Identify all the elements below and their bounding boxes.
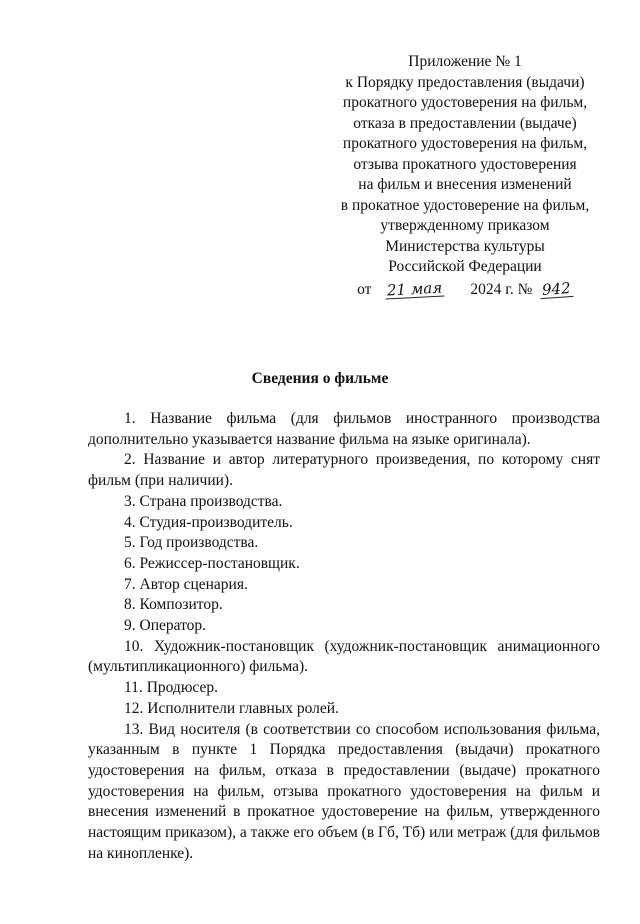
item-number: 9. [124,617,136,635]
appendix-line: отказа в предоставлении (выдаче) [353,114,577,132]
item-text: Вид носителя (в соответствии со способом использования фильма, указанным в пункте 1 Порядка предоставления (выдачи) прокатного удостоверения на фильм, отказа в предоставлении (выдаче) прокатного удостоверения на фильм, отзыва прокатного удостоверения на фильм и внесения изменений в прокатное удостоверение на фильм, утвержденного настоящим приказом), а также его объем (в Гб, Тб) или метраж (для фильмов на кинопленке). [88,720,601,862]
list-item [88,575,600,596]
list-item [88,699,600,720]
item-text: Название и автор литературного произведения, по которому снят фильм (при наличии). [88,451,600,490]
list-item [88,533,600,554]
appendix-header [300,52,630,300]
item-text: Продюсер. [146,679,218,697]
appendix-line: утвержденному приказом [380,217,550,234]
list-item [88,678,600,699]
section-title: Сведения о фильме [251,370,389,387]
appendix-line: в прокатное удостоверение на фильм, [340,196,590,214]
item-text: Исполнители главных ролей. [147,699,339,717]
item-number: 7. [124,575,136,593]
appendix-line: прокатного удостоверения на фильм, [342,135,588,152]
film-info-list [88,409,600,864]
order-date-line [300,280,630,301]
item-number: 4. [124,513,136,531]
item-number: 6. [124,554,136,572]
appendix-line: Министерства культуры [385,237,545,255]
item-text: Режиссер-постановщик. [139,554,300,572]
list-item [88,595,600,616]
item-text: Художник-постановщик (художник-постановщик анимационного (мультипликационного) фильма). [88,637,600,676]
year-label: 2024 г. № [470,280,533,298]
appendix-line: на фильм и внесения изменений [358,176,572,193]
item-number: 10. [124,637,144,655]
item-text: Автор сценария. [139,575,248,593]
list-item [88,492,600,513]
handwritten-date: 21 мая [386,278,443,299]
item-number: 12. [124,699,144,717]
item-text: Оператор. [139,617,207,635]
list-item [88,513,600,534]
item-number: 3. [124,492,136,510]
item-text: Год производства. [139,534,259,552]
list-item [88,450,600,491]
from-label: от [357,280,372,298]
list-item [88,616,600,637]
appendix-line: отзыва прокатного удостоверения [353,155,577,173]
item-text: Композитор. [139,596,223,614]
item-number: 11. [124,679,143,697]
handwritten-number: 942 [541,278,572,299]
appendix-line: Приложение № 1 [408,53,522,70]
appendix-line: прокатного удостоверения на фильм, [342,94,588,111]
item-number: 1. [124,410,136,427]
appendix-line: к Порядку предоставления (выдачи) [345,73,585,91]
list-item [88,409,600,450]
item-text: Студия-производитель. [139,513,293,531]
list-item [88,554,600,575]
item-text: Название фильма (для фильмов иностранного производства дополнительно указывается название фильма на языке оригинала). [88,410,600,448]
item-text: Страна производства. [139,492,283,510]
item-number: 8. [124,596,136,614]
appendix-line: Российской Федерации [388,258,542,275]
list-item [88,637,600,678]
item-number: 5. [124,534,136,552]
list-item [88,720,600,865]
item-number: 13. [124,720,144,738]
item-number: 2. [124,451,136,469]
